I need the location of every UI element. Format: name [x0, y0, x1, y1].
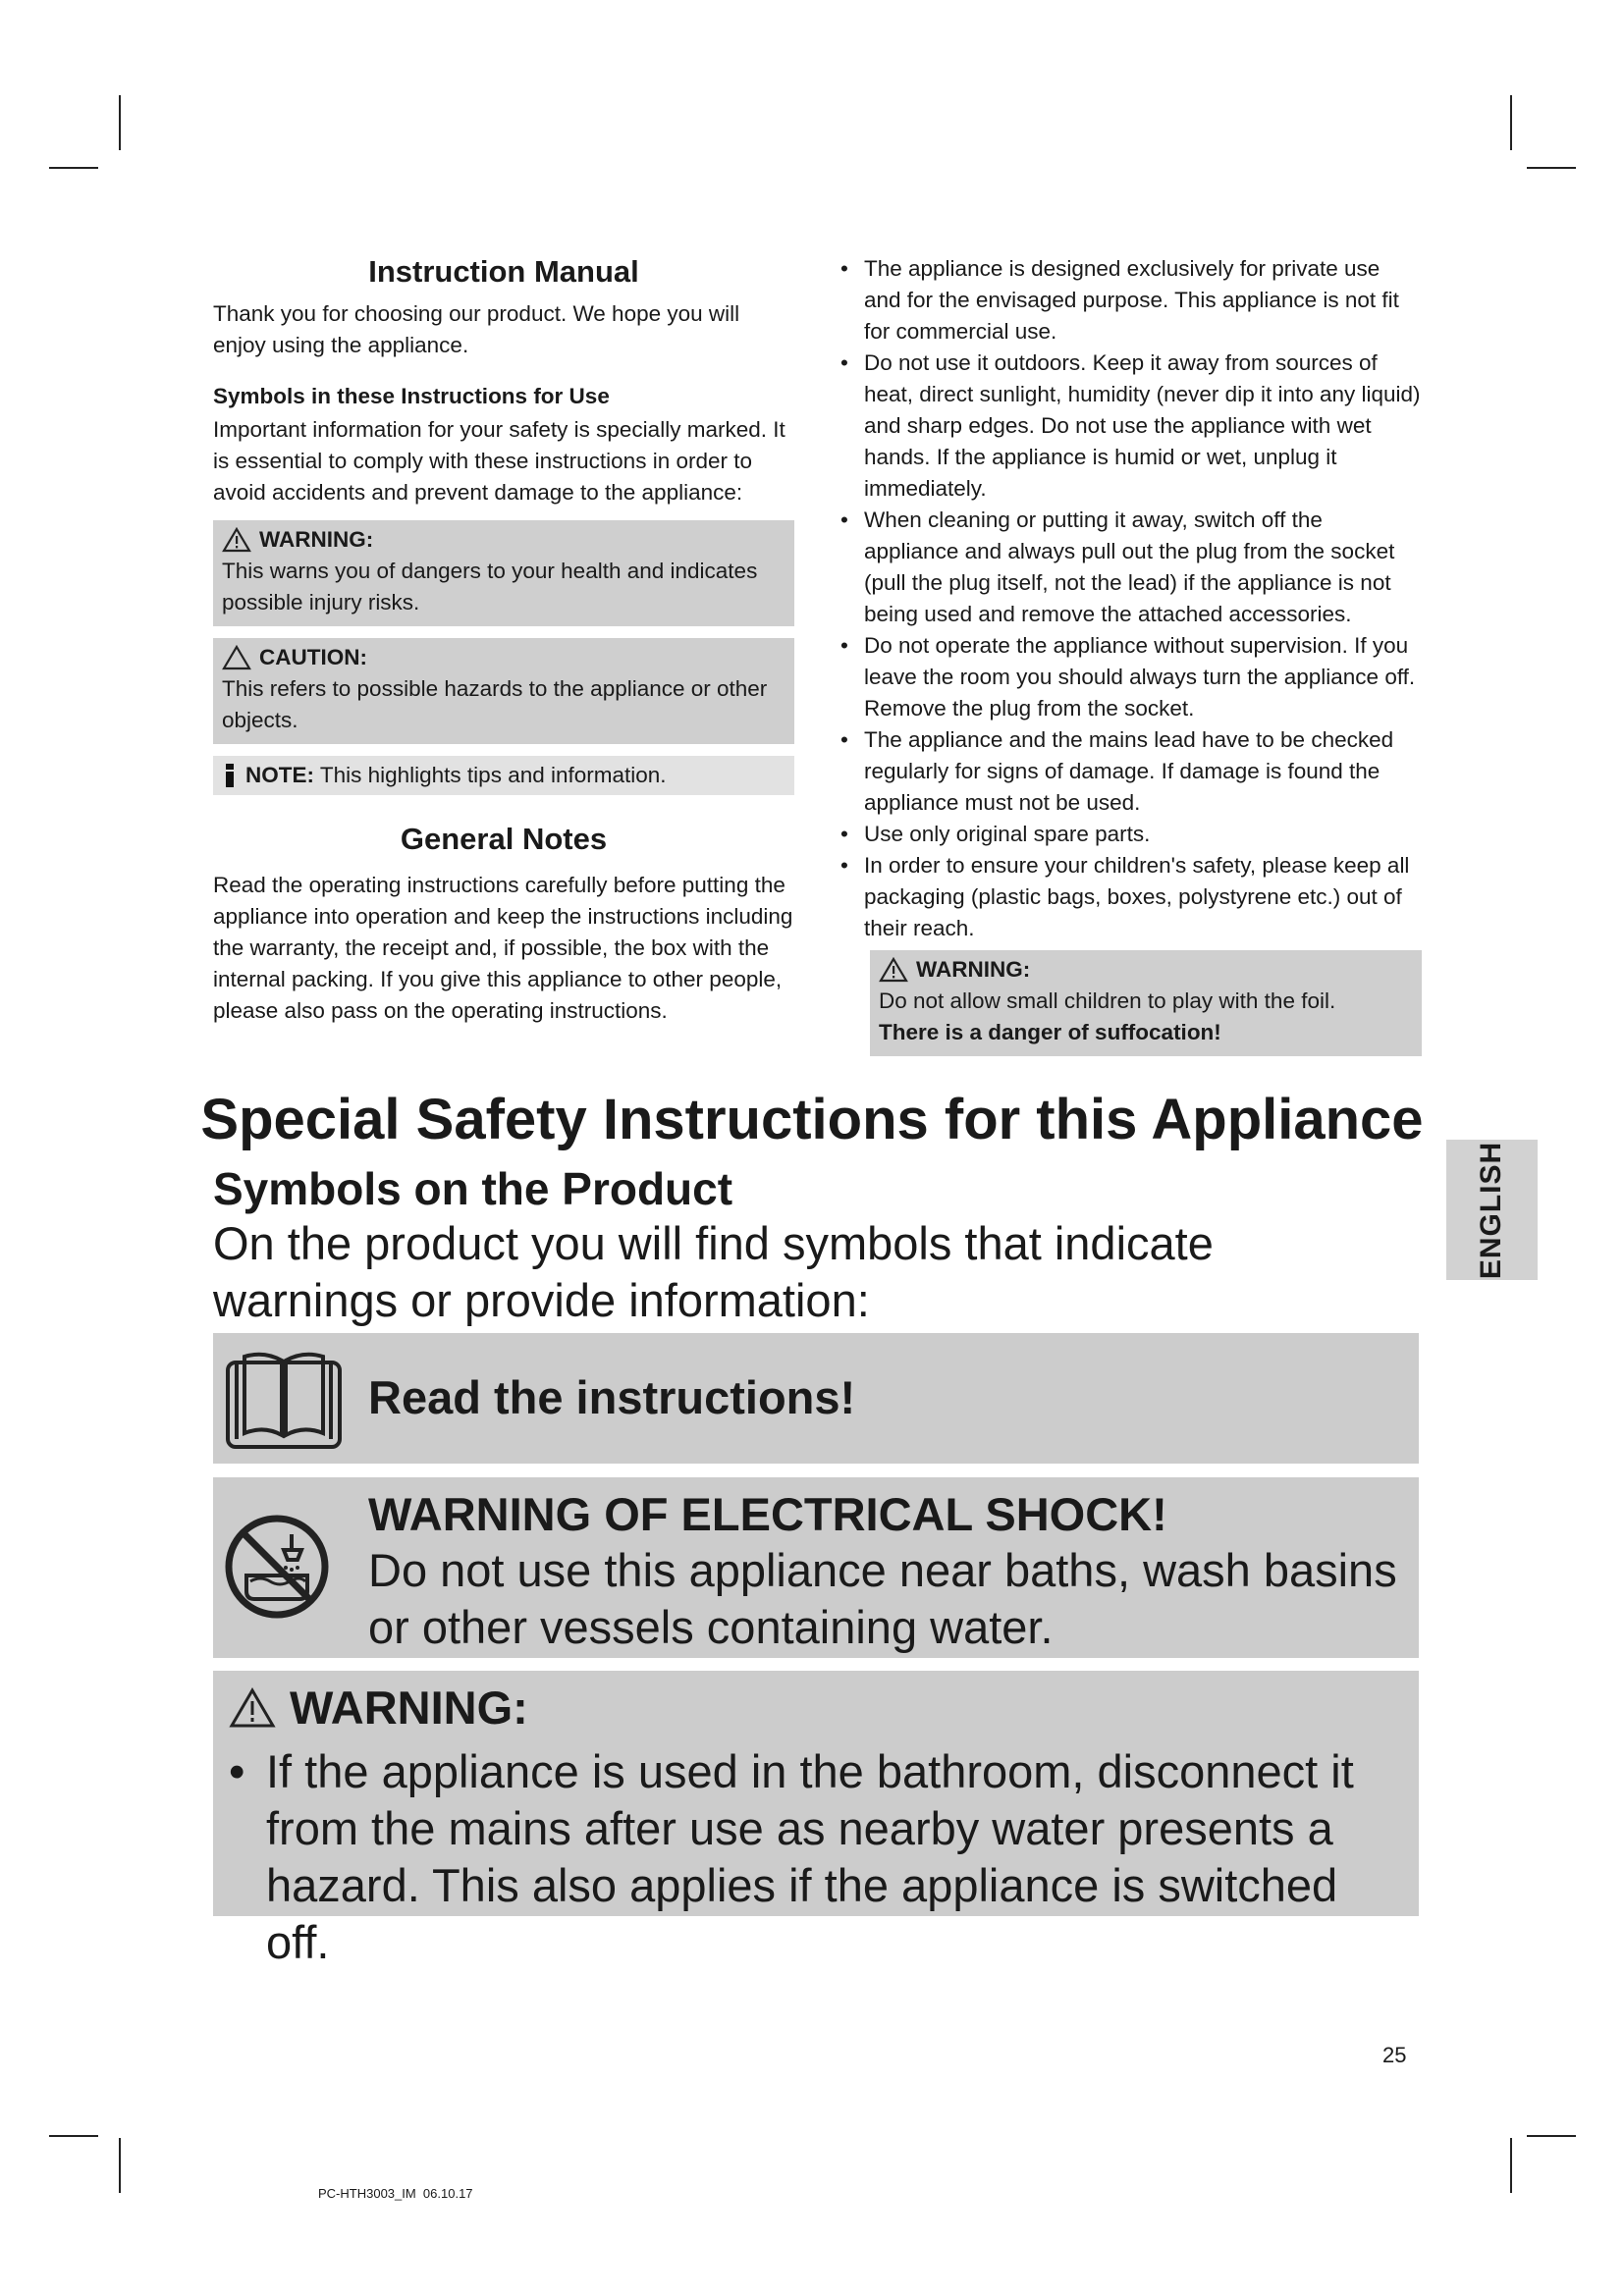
page-number: 25 — [1382, 2043, 1407, 2067]
intro-text: Thank you for choosing our product. We hope you will enjoy using the appliance. — [213, 301, 740, 357]
crop-mark — [49, 167, 98, 169]
note-text: This highlights tips and information. — [319, 763, 667, 787]
warning-triangle-icon — [222, 527, 251, 553]
bullet-marker: • — [229, 1745, 245, 1797]
electrical-shock-box — [213, 1477, 1419, 1658]
symbols-text: Important information for your safety is specially marked. It is essential to comply with these instructions in order to avoid accidents and prevent damage to the appliance: — [213, 417, 785, 505]
list-item: • In order to ensure your children's safety, please keep all packaging (plastic bags, boxes, polystyrene etc.) out of their reach. — [837, 850, 1422, 944]
caution-text: This refers to possible hazards to the appliance or other objects. — [222, 676, 768, 732]
note-box — [213, 756, 794, 795]
caution-label: CAUTION: — [259, 645, 367, 669]
general-notes-title: General Notes — [400, 822, 608, 856]
list-item: • Do not operate the appliance without supervision. If you leave the room you should always turn the appliance off. Remove the plug from the socket. — [837, 630, 1422, 724]
crop-mark — [49, 2135, 98, 2137]
warning-text: This warns you of dangers to your health and indicates possible injury risks. — [222, 559, 758, 614]
crop-mark — [1510, 2138, 1512, 2193]
read-instructions-text: Read the instructions! — [368, 1371, 856, 1423]
crop-mark — [119, 2138, 121, 2193]
book-icon — [225, 1349, 343, 1451]
list-item: • The appliance is designed exclusively for private use and for the envisaged purpose. This appliance is not fit for commercial use. — [837, 253, 1422, 347]
footer-code: PC-HTH3003_IM 06.10.17 — [318, 2186, 473, 2201]
general-notes-text: Read the operating instructions carefully before putting the appliance into operation and keep the instructions including the warranty, the receipt and, if possible, the box with the internal packing. If you give this appliance to other people, please also pass on the operating instructions. — [213, 873, 793, 1023]
warning-label: WARNING: — [916, 957, 1031, 982]
language-tab — [1446, 1140, 1538, 1280]
note-label: NOTE: — [245, 763, 314, 787]
warning-triangle-icon — [879, 957, 908, 983]
language-tab-label: ENGLISH — [1475, 1141, 1508, 1279]
warning-box — [213, 520, 794, 626]
warning-label: WARNING: — [259, 527, 374, 552]
instruction-manual-title: Instruction Manual — [368, 254, 639, 289]
read-instructions-box — [213, 1333, 1419, 1464]
info-icon — [222, 763, 238, 788]
crop-mark — [1527, 2135, 1576, 2137]
right-column — [837, 253, 1422, 1056]
electrical-shock-title: WARNING OF ELECTRICAL SHOCK! — [368, 1488, 1167, 1540]
list-item: • Do not use it outdoors. Keep it away from sources of heat, direct sunlight, humidity (never dip it into any liquid) and sharp edges. Do not use the appliance with wet hands. If the appliance is humid or wet, unplug it immediately. — [837, 347, 1422, 505]
safety-bullet-list — [837, 253, 1422, 944]
list-item: • The appliance and the mains lead have to be checked regularly for signs of damage. If damage is found the appliance must not be used. — [837, 724, 1422, 819]
electrical-shock-text: Do not use this appliance near baths, wash basins or other vessels containing water. — [368, 1544, 1397, 1653]
caution-box — [213, 638, 794, 744]
special-safety-title: Special Safety Instructions for this Appliance — [200, 1088, 1424, 1151]
no-bath-icon — [223, 1513, 331, 1621]
warning-label: WARNING: — [290, 1682, 528, 1734]
crop-mark — [1527, 167, 1576, 169]
symbols-heading: Symbols in these Instructions for Use — [213, 384, 610, 408]
warning-triangle-icon — [229, 1687, 276, 1729]
children-warning-box — [870, 950, 1422, 1056]
list-item: • When cleaning or putting it away, switch off the appliance and always pull out the plug from the socket (pull the plug itself, not the lead) if the appliance is not being used and remove the attached accessories. — [837, 505, 1422, 630]
caution-triangle-icon — [222, 645, 251, 670]
suffocation-warning: There is a danger of suffocation! — [879, 1020, 1221, 1044]
left-column — [213, 253, 794, 1027]
crop-mark — [119, 95, 121, 150]
bathroom-warning-box — [213, 1671, 1419, 1968]
bathroom-warning-text: If the appliance is used in the bathroom, disconnect it from the mains after use as nearby water presents a hazard. This also applies if the appliance is switched off. — [266, 1745, 1354, 1968]
symbols-on-product-title: Symbols on the Product — [213, 1163, 733, 1214]
warning-text: Do not allow small children to play with the foil. — [879, 988, 1336, 1013]
list-item: • Use only original spare parts. — [837, 819, 1422, 850]
crop-mark — [1510, 95, 1512, 150]
symbols-intro: On the product you will find symbols that indicate warnings or provide information: — [213, 1217, 1214, 1326]
